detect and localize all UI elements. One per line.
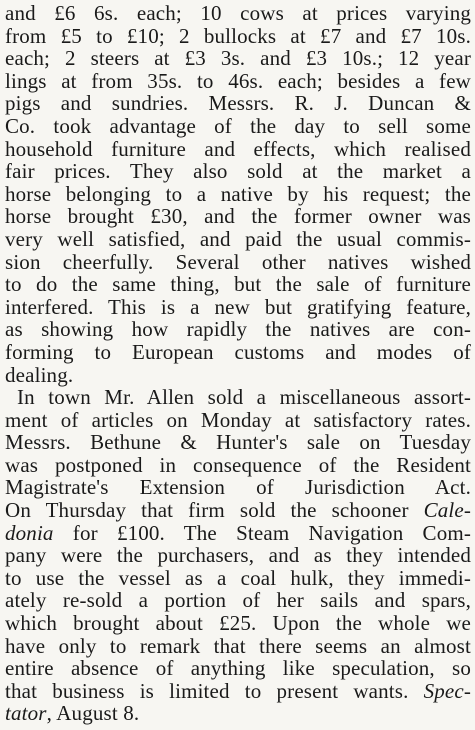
text-line [5, 499, 471, 522]
text-segment: for £100. The Steam Navigation Com- [53, 520, 471, 545]
text-line: as showing how rapidly the natives are con- [5, 317, 471, 342]
text-line: sion cheerfully. Several other natives wished [5, 249, 471, 274]
text-line: interfered. This is a new but gratifying feature, [5, 294, 471, 319]
text-line: from £5 to £10; 2 bullocks at £7 and £7 10s. [5, 23, 471, 48]
italic-ship-name-part-1: Cale- [423, 498, 471, 523]
text-line: each; 2 steers at £3 3s. and £3 10s.; 12 year [5, 46, 471, 71]
text-segment: On Thursday that firm sold the schooner [5, 498, 424, 523]
text-segment: that business is limited to present wants. [5, 678, 424, 703]
text-line: Magistrate's Extension of Jurisdiction Act. [5, 475, 471, 500]
text-line: ment of articles on Monday at satisfactory rates. [5, 407, 471, 432]
text-line: pany were the purchasers, and as they intended [5, 543, 471, 568]
text-line [5, 702, 471, 725]
text-line: lings at from 35s. to 46s. each; besides a few [5, 68, 471, 93]
text-line: entire absence of anything like speculation, so [5, 656, 471, 681]
paragraph-2 [5, 386, 471, 725]
italic-source-part-2: tator [5, 701, 47, 726]
text-line: Co. took advantage of the day to sell some [5, 113, 471, 138]
italic-source-part-1: Spec- [423, 678, 471, 703]
article-column [5, 2, 471, 725]
text-line [5, 522, 471, 545]
text-line: was postponed in consequence of the Resident [5, 452, 471, 477]
text-line: household furniture and effects, which realised [5, 136, 471, 161]
text-line: to use the vessel as a coal hulk, they immedi- [5, 565, 471, 590]
text-line: pigs and sundries. Messrs. R. J. Duncan & [5, 91, 471, 116]
text-line: very well satisfied, and paid the usual commis- [5, 226, 471, 251]
text-line [5, 680, 471, 703]
text-line: ately re-sold a portion of her sails and spars, [5, 588, 471, 613]
text-line: to do the same thing, but the sale of furniture [5, 272, 471, 297]
text-line: have only to remark that there seems an almost [5, 633, 471, 658]
text-line: dealing. [5, 362, 74, 387]
text-line: which brought about £25. Upon the whole we [5, 611, 471, 636]
text-line: Messrs. Bethune & Hunter's sale on Tuesday [5, 430, 471, 455]
paragraph-1 [5, 2, 471, 386]
text-segment: , August 8. [46, 701, 140, 726]
text-line: fair prices. They also sold at the market a [5, 159, 471, 184]
text-line: horse belonging to a native by his request; the [5, 181, 471, 206]
text-line: and £6 6s. each; 10 cows at prices varying [5, 1, 471, 25]
text-line: forming to European customs and modes of [5, 339, 471, 364]
text-line: In town Mr. Allen sold a miscellaneous assort- [17, 385, 471, 410]
text-line: horse brought £30, and the former owner was [5, 204, 471, 229]
italic-ship-name-part-2: donia [5, 520, 54, 545]
